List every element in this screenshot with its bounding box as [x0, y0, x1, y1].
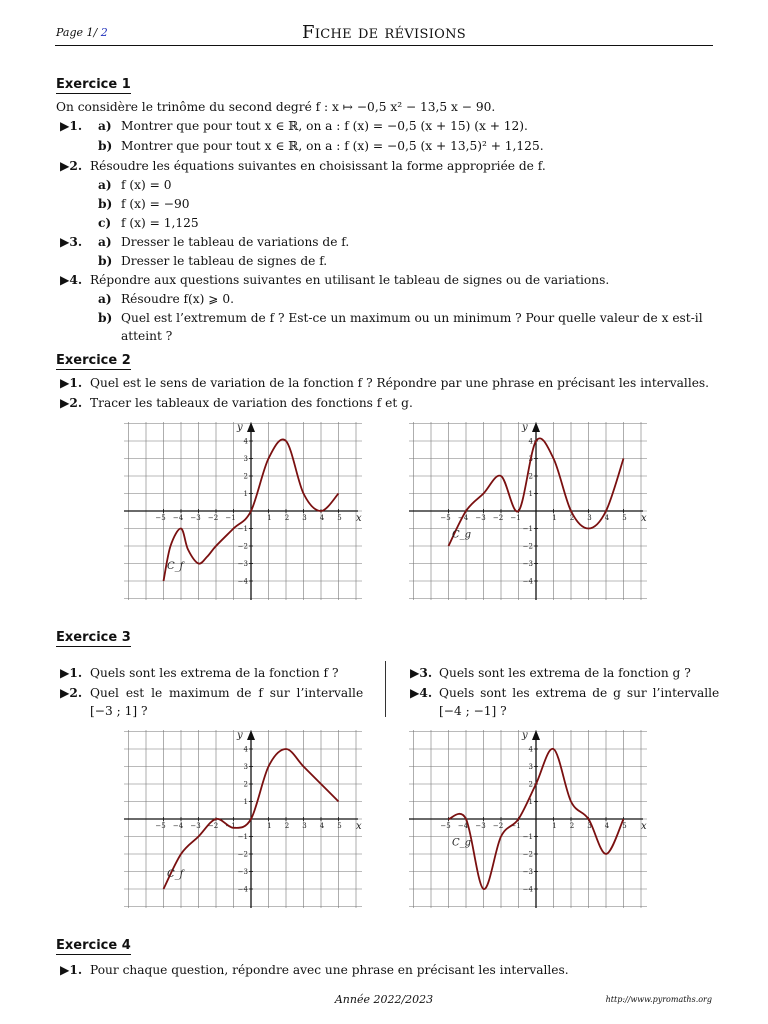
ex3-q4-text-cont: [−4 ; −1] ?: [439, 704, 507, 718]
ex3-q1-text: Quels sont les extrema de la fonction f ?: [90, 666, 339, 680]
x-tick-label: 4: [319, 514, 325, 522]
ex3-q4-text: Quels sont les extrema de g sur l’intervalle: [439, 686, 720, 700]
document-title: Fiche de révisions: [302, 22, 466, 43]
x-tick-label: −5: [155, 822, 166, 830]
y-tick-label: 1: [243, 490, 248, 498]
x-tick-label: −4: [172, 514, 184, 522]
y-axis-label: y: [237, 730, 243, 741]
x-tick-label: 2: [569, 514, 575, 522]
y-tick-label: 4: [243, 437, 248, 446]
exercise-1-intro: On considère le trinôme du second degré f : x ↦ −0,5 x² − 13,5 x − 90.: [56, 100, 496, 114]
graph-ex2-f: [120, 418, 366, 604]
ex4-q1-marker: ▶1.: [60, 963, 83, 977]
y-tick-label: 3: [528, 455, 533, 463]
graph-ex3-f: [120, 726, 366, 912]
y-axis-label: y: [522, 422, 528, 433]
x-tick-label: 1: [267, 822, 272, 830]
ex1-q4a-text: Résoudre f(x) ⩾ 0.: [121, 292, 235, 306]
y-tick-label: 1: [528, 490, 533, 498]
y-tick-label: 4: [243, 745, 248, 754]
y-tick-label: 1: [243, 798, 248, 806]
y-tick-label: −2: [237, 542, 248, 551]
curve-label: C_f: [167, 868, 184, 880]
x-tick-label: −2: [492, 514, 504, 522]
x-tick-label: 3: [587, 514, 592, 522]
x-tick-label: −4: [457, 822, 469, 830]
page-total-link[interactable]: 2: [100, 26, 108, 39]
y-tick-label: −1: [522, 525, 533, 533]
curve-label: C_g: [452, 529, 472, 541]
x-axis-label: x: [641, 821, 647, 832]
ex1-q1b-label: b): [98, 139, 113, 153]
y-tick-label: 4: [528, 745, 533, 754]
y-tick-label: −1: [522, 833, 533, 841]
x-tick-label: 2: [284, 514, 290, 522]
y-tick-label: 2: [243, 780, 248, 789]
footer-year: Année 2022/2023: [334, 993, 434, 1006]
ex1-q3a-label: a): [98, 235, 112, 249]
ex1-q4b-text: Quel est l’extremum de f ? Est-ce un maximum ou un minimum ? Pour quelle valeur de x est-il: [121, 311, 703, 325]
footer-url-link[interactable]: http://www.pyromaths.org: [605, 995, 712, 1004]
x-tick-label: 4: [604, 514, 610, 522]
y-tick-label: −1: [237, 525, 248, 533]
x-tick-label: 4: [319, 822, 325, 830]
ex1-q2-text: Résoudre les équations suivantes en choisissant la forme appropriée de f.: [90, 159, 546, 173]
y-tick-label: 2: [528, 472, 533, 481]
graph-ex2-g: [405, 418, 651, 604]
ex1-q1-marker: ▶1.: [60, 119, 83, 133]
y-tick-label: 2: [243, 472, 248, 481]
x-tick-label: −1: [510, 514, 521, 522]
x-tick-label: 5: [622, 514, 627, 522]
x-tick-label: −5: [440, 822, 451, 830]
exercise-2-title: Exercice 2: [56, 353, 131, 368]
ex1-q2-marker: ▶2.: [60, 159, 83, 173]
ex1-q2b-label: b): [98, 197, 113, 211]
ex1-q2a-label: a): [98, 178, 112, 192]
y-tick-label: −1: [237, 833, 248, 841]
ex2-q1-text: Quel est le sens de variation de la fonction f ? Répondre par une phrase en précisant les intervalles.: [90, 376, 710, 390]
y-tick-label: 3: [528, 763, 533, 771]
ex1-q3a-text: Dresser le tableau de variations de f.: [121, 235, 350, 249]
x-tick-label: 1: [267, 514, 272, 522]
ex2-q1-marker: ▶1.: [60, 376, 83, 390]
exercise-4-title: Exercice 4: [56, 938, 131, 953]
ex1-q4b-label: b): [98, 311, 113, 325]
exercise-1-title: Exercice 1: [56, 77, 131, 92]
exercise-3-title: Exercice 3: [56, 630, 131, 645]
graph-ex3-g: [405, 726, 651, 912]
x-tick-label: 4: [604, 822, 610, 830]
y-tick-label: −4: [522, 577, 533, 586]
x-tick-label: 5: [337, 822, 342, 830]
x-tick-label: −1: [510, 822, 521, 830]
x-tick-label: −3: [475, 514, 486, 522]
header-rule: [55, 45, 713, 46]
x-tick-label: −2: [207, 514, 219, 522]
ex3-q2-marker: ▶2.: [60, 686, 83, 700]
x-tick-label: 3: [302, 822, 307, 830]
y-tick-label: −4: [237, 577, 248, 586]
x-tick-label: −3: [475, 822, 486, 830]
curve-label: C_g: [452, 837, 472, 849]
x-tick-label: −1: [225, 514, 236, 522]
ex3-q2-text: Quel est le maximum de f sur l’intervalle: [90, 686, 364, 700]
ex3-q3-text: Quels sont les extrema de la fonction g ?: [439, 666, 691, 680]
x-tick-label: 1: [552, 514, 557, 522]
y-tick-label: −3: [522, 868, 533, 876]
ex2-q2-marker: ▶2.: [60, 396, 83, 410]
ex1-q1b-text: Montrer que pour tout x ∈ ℝ, on a : f (x) = −0,5 (x + 13,5)² + 1,125.: [121, 139, 544, 153]
ex3-q4-marker: ▶4.: [410, 686, 433, 700]
x-tick-label: −1: [225, 822, 236, 830]
ex2-q2-text: Tracer les tableaux de variation des fonctions f et g.: [90, 396, 413, 410]
column-separator: [385, 661, 386, 717]
ex4-q1-text: Pour chaque question, répondre avec une phrase en précisant les intervalles.: [90, 963, 569, 977]
y-tick-label: −2: [522, 850, 533, 859]
x-tick-label: 5: [337, 514, 342, 522]
x-tick-label: −5: [440, 514, 451, 522]
ex1-q1a-label: a): [98, 119, 112, 133]
ex1-q4a-label: a): [98, 292, 112, 306]
x-tick-label: 3: [587, 822, 592, 830]
x-tick-label: −4: [172, 822, 184, 830]
x-axis-label: x: [356, 821, 362, 832]
x-tick-label: −2: [207, 822, 219, 830]
ex3-q1-marker: ▶1.: [60, 666, 83, 680]
y-tick-label: −4: [237, 885, 248, 894]
y-tick-label: 2: [528, 780, 533, 789]
y-tick-label: −3: [522, 560, 533, 568]
x-tick-label: 3: [302, 514, 307, 522]
page-number: Page 1/ 2: [56, 26, 108, 39]
x-tick-label: −3: [190, 514, 201, 522]
y-tick-label: −2: [237, 850, 248, 859]
x-tick-label: −3: [190, 822, 201, 830]
y-tick-label: 3: [243, 763, 248, 771]
ex1-q4b-text-cont: atteint ?: [121, 329, 173, 343]
ex1-q2c-text: f (x) = 1,125: [121, 216, 199, 230]
ex1-q4-marker: ▶4.: [60, 273, 83, 287]
ex1-q1a-text: Montrer que pour tout x ∈ ℝ, on a : f (x) = −0,5 (x + 15) (x + 12).: [121, 119, 528, 133]
ex1-q2a-text: f (x) = 0: [121, 178, 172, 192]
y-tick-label: −4: [522, 885, 533, 894]
y-axis-label: y: [522, 730, 528, 741]
y-tick-label: 4: [528, 437, 533, 446]
ex3-q2-text-cont: [−3 ; 1] ?: [90, 704, 148, 718]
x-tick-label: 5: [622, 822, 627, 830]
x-axis-label: x: [356, 513, 362, 524]
x-tick-label: 1: [552, 822, 557, 830]
x-tick-label: −2: [492, 822, 504, 830]
y-axis-label: y: [237, 422, 243, 433]
x-tick-label: 2: [569, 822, 575, 830]
ex3-q3-marker: ▶3.: [410, 666, 433, 680]
curve-label: C_f: [167, 560, 184, 572]
x-tick-label: −4: [457, 514, 469, 522]
y-tick-label: −3: [237, 560, 248, 568]
x-axis-label: x: [641, 513, 647, 524]
y-tick-label: 1: [528, 798, 533, 806]
x-tick-label: 2: [284, 822, 290, 830]
y-tick-label: −2: [522, 542, 533, 551]
x-tick-label: −5: [155, 514, 166, 522]
ex1-q2b-text: f (x) = −90: [121, 197, 190, 211]
ex1-q3b-text: Dresser le tableau de signes de f.: [121, 254, 328, 268]
ex1-q4-text: Répondre aux questions suivantes en utilisant le tableau de signes ou de variations.: [90, 273, 610, 287]
ex1-q3-marker: ▶3.: [60, 235, 83, 249]
ex1-q2c-label: c): [98, 216, 112, 230]
y-tick-label: −3: [237, 868, 248, 876]
ex1-q3b-label: b): [98, 254, 113, 268]
y-tick-label: 3: [243, 455, 248, 463]
